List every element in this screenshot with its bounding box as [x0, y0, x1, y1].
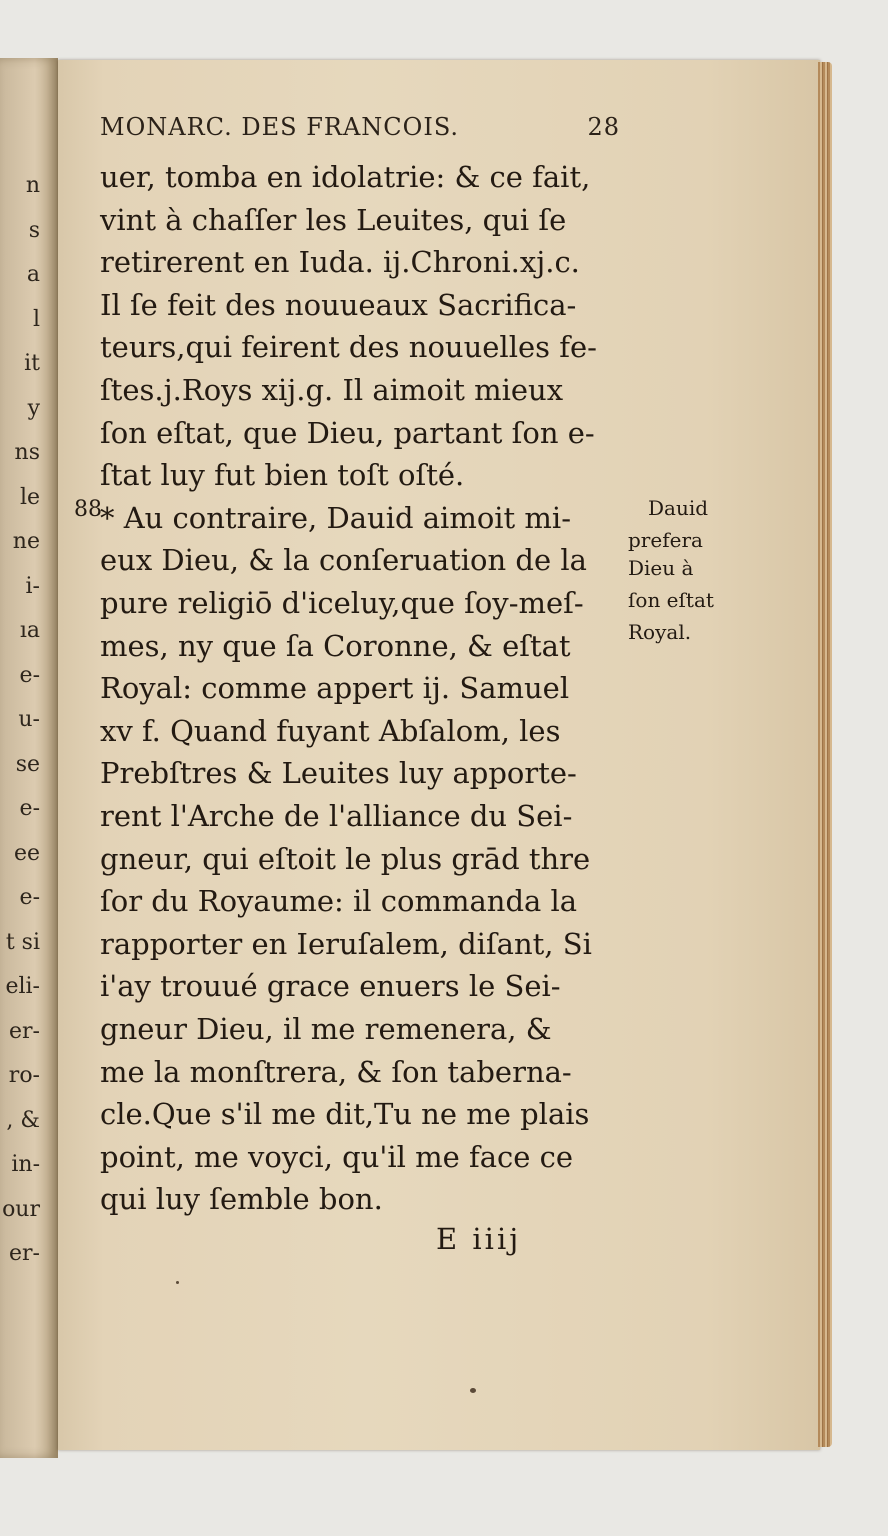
facing-page-edge	[0, 58, 58, 1458]
facing-page-fragment: a	[26, 262, 40, 287]
text-line: gneur Dieu, il me remenera, &	[100, 1012, 552, 1046]
text-line: eux Dieu, & la conſeruation de la	[100, 543, 587, 578]
text-line: mes, ny que ſa Coronne, & eſtat	[100, 628, 571, 663]
paper-speck	[470, 1388, 476, 1393]
facing-page-fragment: , &	[6, 1107, 40, 1133]
running-header	[100, 113, 620, 143]
facing-page-fragment: e-	[19, 662, 40, 688]
facing-page-fragment: ee	[13, 840, 40, 866]
facing-page-fragment: eli-	[5, 974, 40, 999]
paper-speck	[176, 1281, 179, 1284]
facing-page-fragment: ıa	[19, 618, 40, 643]
facing-page-fragment: in-	[11, 1152, 40, 1177]
facing-page-fragment: ro-	[8, 1063, 40, 1088]
facing-page-fragment: le	[19, 484, 40, 510]
facing-page-fragment: l	[32, 306, 40, 332]
text-line: ſtat luy fut bien toſt oſté.	[100, 458, 465, 493]
running-title: MONARC. DES FRANCOIS.	[100, 113, 460, 141]
text-line: Il ſe feit des nouueaux Sacrifica-	[100, 287, 577, 322]
facing-page-fragment: our	[2, 1196, 40, 1222]
text-line: i'ay trouué grace enuers le Sei-	[100, 969, 561, 1004]
text-line: me la monſtrera, & ſon taberna-	[100, 1054, 572, 1089]
text-line: xv f. Quand fuyant Abſalom, les	[100, 713, 561, 748]
text-line: Royal: comme appert ij. Samuel	[100, 671, 570, 706]
page-number: 28	[587, 113, 620, 141]
text-line: retirerent en Iuda. ij.Chroni.xj.c.	[100, 245, 580, 280]
facing-page-fragment: er-	[9, 1018, 40, 1044]
facing-page-fragment: s	[28, 217, 40, 243]
facing-page-fragment: er-	[9, 1241, 40, 1266]
facing-page-fragment: y	[27, 395, 40, 421]
page-fore-edge	[818, 62, 832, 1447]
margin-note-line: ſon eſtat	[628, 588, 714, 612]
text-line: uer, tomba en idolatrie: & ce fait,	[100, 160, 591, 194]
text-line: pure religiō d'iceluy,que ſoy-meſ-	[100, 586, 584, 620]
margin-note-line: prefera	[628, 528, 703, 552]
text-line: vint à chaſſer les Leuites, qui ſe	[100, 202, 567, 237]
facing-page-fragment: ne	[12, 529, 40, 554]
text-line: ſon eſtat, que Dieu, partant ſon e-	[100, 415, 595, 450]
text-line: ſor du Royaume: il commanda la	[100, 884, 578, 919]
section-marker: 88	[74, 497, 102, 522]
facing-page-fragment: e-	[19, 796, 40, 821]
text-line: qui luy ſemble bon.	[100, 1182, 383, 1217]
facing-page-fragment: se	[15, 751, 40, 777]
facing-page-fragment: u-	[18, 707, 40, 732]
text-line: point, me voyci, qu'il me face ce	[100, 1139, 574, 1174]
text-line: gneur, qui eſtoit le plus grād thre	[100, 841, 591, 876]
margin-note-line: Royal.	[628, 620, 692, 644]
text-line: ſtes.j.Roys xij.g. Il aimoit mieux	[100, 373, 564, 407]
facing-page-fragment: ns	[14, 440, 40, 465]
facing-page-fragment: e-	[19, 885, 40, 910]
margin-note-line: Dieu à	[628, 556, 694, 580]
facing-page-fragment: i-	[25, 573, 40, 599]
facing-page-fragment: t si	[5, 929, 40, 955]
signature-mark: E iiij	[436, 1222, 522, 1256]
margin-note-line: Dauid	[648, 496, 709, 520]
facing-page-fragment: it	[24, 351, 40, 376]
text-line: rent l'Arche de l'alliance du Sei-	[100, 799, 573, 833]
text-line: cle.Que s'il me dit,Tu ne me plais	[100, 1097, 590, 1132]
text-line: teurs,qui feirent des nouuelles fe-	[100, 330, 597, 365]
text-line: rapporter en Ieruſalem, diſant, Si	[100, 926, 592, 961]
facing-page-fragment: n	[25, 173, 40, 198]
text-line: Prebſtres & Leuites luy apporte-	[100, 756, 577, 791]
text-line: * Au contraire, Dauid aimoit mi-	[100, 500, 571, 535]
